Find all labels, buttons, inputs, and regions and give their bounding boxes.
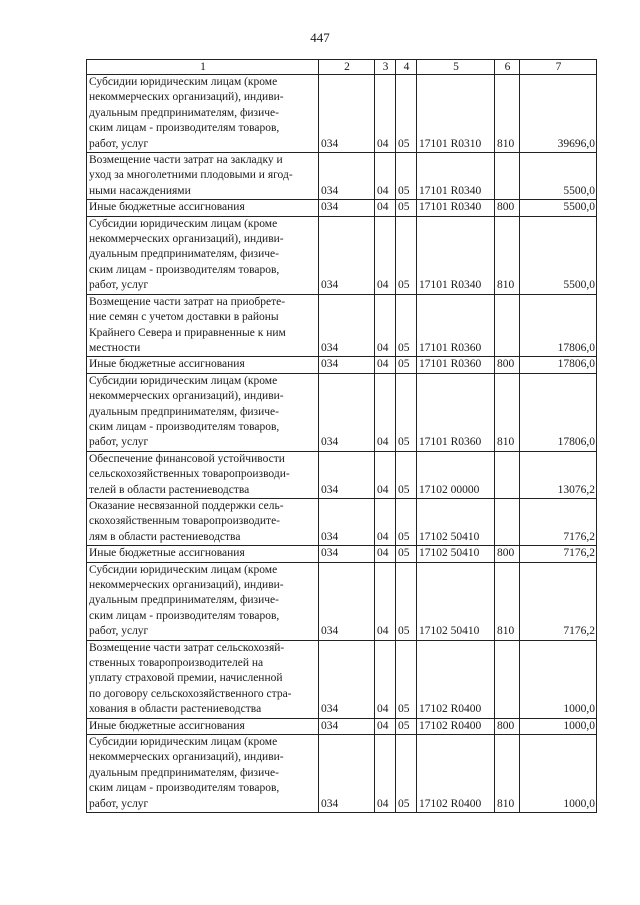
expense-name-line: некоммерческих организаций), индиви- <box>89 579 284 591</box>
target-article-cell: 17102 R0400 <box>417 640 495 718</box>
table-row <box>87 640 597 718</box>
ministry-code-cell: 034 <box>319 200 375 216</box>
column-header: 7 <box>520 60 597 75</box>
expense-name-line: Возмещение части затрат на приобрете- <box>89 295 286 308</box>
table-row <box>87 357 597 373</box>
expense-name-line: Крайнего Севера и приравненные к ним <box>89 326 286 339</box>
section-code-cell: 04 <box>375 640 396 718</box>
subsection-code-cell: 05 <box>396 75 417 153</box>
expense-type-cell: 810 <box>495 373 520 451</box>
section-code-cell: 04 <box>375 735 396 813</box>
table-row <box>87 294 597 357</box>
amount-cell: 5500,0 <box>520 200 597 216</box>
expense-type-cell: 800 <box>495 200 520 216</box>
subsection-code-cell: 05 <box>396 718 417 734</box>
section-code-cell: 04 <box>375 294 396 357</box>
expense-name-line: дуальным предпринимателям, физиче- <box>89 405 279 418</box>
expense-name-line: некоммерческих организаций), индиви- <box>89 233 284 246</box>
target-article-cell: 17101 R0360 <box>417 373 495 451</box>
subsection-code-cell: 05 <box>396 498 417 545</box>
target-article-cell: 17101 R0310 <box>417 75 495 153</box>
expense-name-line: работ, услуг <box>89 797 149 810</box>
expense-type-cell <box>495 640 520 718</box>
expense-name-line: Субсидии юридическим лицам (кроме <box>89 736 278 749</box>
subsection-code-cell: 05 <box>396 546 417 562</box>
expense-type-cell <box>495 153 520 200</box>
section-code-cell: 04 <box>375 498 396 545</box>
expense-name-line: Субсидии юридическим лицам (кроме <box>89 563 278 576</box>
expense-type-cell: 810 <box>495 735 520 813</box>
amount-cell: 1000,0 <box>520 718 597 734</box>
column-header: 1 <box>87 60 319 75</box>
ministry-code-cell: 034 <box>319 294 375 357</box>
expense-name-line: дуальным предпринимателям, физиче- <box>89 594 279 607</box>
expense-name-line: Обеспечение финансовой устойчивости <box>89 452 285 465</box>
section-code-cell: 04 <box>375 718 396 734</box>
section-code-cell: 04 <box>375 200 396 216</box>
target-article-cell: 17101 R0360 <box>417 294 495 357</box>
page-number: 447 <box>310 30 330 45</box>
expense-name-cell <box>87 451 319 498</box>
expense-name-line: Субсидии юридическим лицам (кроме <box>89 374 278 387</box>
amount-cell: 17806,0 <box>520 294 597 357</box>
expense-name-line: скохозяйственным товаропроизводите- <box>89 515 280 528</box>
column-header: 2 <box>319 60 375 75</box>
expense-name-line: местности <box>89 341 141 354</box>
subsection-code-cell: 05 <box>396 153 417 200</box>
column-header: 6 <box>495 60 520 75</box>
expense-name-line: ским лицам - производителям товаров, <box>89 420 280 433</box>
expense-name-line: ским лицам - производителям товаров, <box>89 609 280 622</box>
expense-name-line: уплату страховой премии, начисленной <box>89 672 283 685</box>
expense-name-cell <box>87 562 319 640</box>
expense-name-cell <box>87 640 319 718</box>
table-row <box>87 373 597 451</box>
amount-cell: 1000,0 <box>520 640 597 718</box>
expense-name-line: ским лицам - производителям товаров, <box>89 782 280 795</box>
subsection-code-cell: 05 <box>396 216 417 294</box>
expense-name-line: Иные бюджетные ассигнования <box>89 358 245 371</box>
column-header: 3 <box>375 60 396 75</box>
expense-name-line: ние семян с учетом доставки в районы <box>89 311 279 324</box>
expense-name-line: хования в области растениеводства <box>89 703 262 716</box>
expense-name-line: ственных товаропроизводителей на <box>89 657 264 670</box>
expense-name-cell <box>87 75 319 153</box>
expense-name-line: Иные бюджетные ассигнования <box>89 719 245 732</box>
expense-name-line: дуальным предпринимателям, физиче- <box>89 106 279 119</box>
expense-name-line: некоммерческих организаций), индиви- <box>89 91 284 104</box>
expense-name-line: дуальным предпринимателям, физиче- <box>89 248 279 261</box>
table-row <box>87 200 597 216</box>
expense-name-line: уход за многолетними плодовыми и ягод- <box>89 169 293 182</box>
target-article-cell: 17102 00000 <box>417 451 495 498</box>
expense-type-cell: 810 <box>495 562 520 640</box>
ministry-code-cell: 034 <box>319 546 375 562</box>
ministry-code-cell: 034 <box>319 562 375 640</box>
section-code-cell: 04 <box>375 216 396 294</box>
target-article-cell: 17101 R0340 <box>417 153 495 200</box>
table-row <box>87 451 597 498</box>
target-article-cell: 17101 R0340 <box>417 200 495 216</box>
expense-name-cell <box>87 200 319 216</box>
expense-name-line: Субсидии юридическим лицам (кроме <box>89 76 278 88</box>
ministry-code-cell: 034 <box>319 718 375 734</box>
table-row <box>87 718 597 734</box>
budget-table <box>86 59 597 813</box>
table-row <box>87 735 597 813</box>
expense-name-cell <box>87 546 319 562</box>
amount-cell: 5500,0 <box>520 153 597 200</box>
subsection-code-cell: 05 <box>396 200 417 216</box>
ministry-code-cell: 034 <box>319 640 375 718</box>
ministry-code-cell: 034 <box>319 216 375 294</box>
target-article-cell: 17102 50410 <box>417 498 495 545</box>
subsection-code-cell: 05 <box>396 735 417 813</box>
expense-name-line: Иные бюджетные ассигнования <box>89 201 245 214</box>
subsection-code-cell: 05 <box>396 357 417 373</box>
expense-name-line: Возмещение части затрат на закладку и <box>89 154 283 167</box>
ministry-code-cell: 034 <box>319 75 375 153</box>
expense-type-cell: 810 <box>495 75 520 153</box>
ministry-code-cell: 034 <box>319 153 375 200</box>
expense-name-cell <box>87 294 319 357</box>
section-code-cell: 04 <box>375 562 396 640</box>
expense-type-cell: 810 <box>495 216 520 294</box>
section-code-cell: 04 <box>375 451 396 498</box>
expense-name-line: Оказание несвязанной поддержки сель- <box>89 499 284 512</box>
expense-type-cell: 800 <box>495 718 520 734</box>
expense-type-cell: 800 <box>495 546 520 562</box>
target-article-cell: 17102 R0400 <box>417 735 495 813</box>
section-code-cell: 04 <box>375 546 396 562</box>
subsection-code-cell: 05 <box>396 373 417 451</box>
ministry-code-cell: 034 <box>319 373 375 451</box>
target-article-cell: 17101 R0340 <box>417 216 495 294</box>
expense-type-cell <box>495 498 520 545</box>
section-code-cell: 04 <box>375 75 396 153</box>
table-row <box>87 75 597 153</box>
amount-cell: 1000,0 <box>520 735 597 813</box>
amount-cell: 5500,0 <box>520 216 597 294</box>
expense-name-cell <box>87 498 319 545</box>
table-row <box>87 498 597 545</box>
column-header: 4 <box>396 60 417 75</box>
ministry-code-cell: 034 <box>319 357 375 373</box>
amount-cell: 7176,2 <box>520 498 597 545</box>
section-code-cell: 04 <box>375 373 396 451</box>
ministry-code-cell: 034 <box>319 735 375 813</box>
expense-name-line: ским лицам - производителям товаров, <box>89 122 280 135</box>
table-row <box>87 153 597 200</box>
column-header: 5 <box>417 60 495 75</box>
section-code-cell: 04 <box>375 357 396 373</box>
target-article-cell: 17102 50410 <box>417 562 495 640</box>
subsection-code-cell: 05 <box>396 562 417 640</box>
target-article-cell: 17102 50410 <box>417 546 495 562</box>
table-body <box>87 75 597 813</box>
expense-type-cell: 800 <box>495 357 520 373</box>
expense-name-line: ными насаждениями <box>89 184 191 197</box>
expense-type-cell <box>495 294 520 357</box>
expense-name-cell <box>87 357 319 373</box>
table-row <box>87 546 597 562</box>
expense-name-line: лям в области растениеводства <box>89 530 241 543</box>
expense-type-cell <box>495 451 520 498</box>
expense-name-line: Иные бюджетные ассигнования <box>89 547 245 560</box>
expense-name-line: работ, услуг <box>89 625 149 638</box>
expense-name-line: Субсидии юридическим лицам (кроме <box>89 217 278 230</box>
expense-name-line: ским лицам - производителям товаров, <box>89 263 280 276</box>
expense-name-line: некоммерческих организаций), индиви- <box>89 751 284 764</box>
expense-name-line: по договору сельскохозяйственного стра- <box>89 687 292 700</box>
target-article-cell: 17101 R0360 <box>417 357 495 373</box>
amount-cell: 7176,2 <box>520 562 597 640</box>
subsection-code-cell: 05 <box>396 451 417 498</box>
target-article-cell: 17102 R0400 <box>417 718 495 734</box>
amount-cell: 7176,2 <box>520 546 597 562</box>
table-row <box>87 216 597 294</box>
expense-name-line: некоммерческих организаций), индиви- <box>89 390 284 403</box>
amount-cell: 17806,0 <box>520 357 597 373</box>
expense-name-cell <box>87 216 319 294</box>
expense-name-line: сельскохозяйственных товаропроизводи- <box>89 468 290 481</box>
subsection-code-cell: 05 <box>396 640 417 718</box>
table-row <box>87 562 597 640</box>
expense-name-line: дуальным предпринимателям, физиче- <box>89 766 279 779</box>
expense-name-line: телей в области растениеводства <box>89 483 250 496</box>
expense-name-line: работ, услуг <box>89 137 149 150</box>
header-row <box>87 60 597 75</box>
expense-name-line: работ, услуг <box>89 436 149 449</box>
expense-name-cell <box>87 373 319 451</box>
expense-name-cell <box>87 718 319 734</box>
amount-cell: 17806,0 <box>520 373 597 451</box>
expense-name-cell <box>87 153 319 200</box>
amount-cell: 39696,0 <box>520 75 597 153</box>
subsection-code-cell: 05 <box>396 294 417 357</box>
amount-cell: 13076,2 <box>520 451 597 498</box>
ministry-code-cell: 034 <box>319 498 375 545</box>
expense-name-line: работ, услуг <box>89 279 149 292</box>
expense-name-line: Возмещение части затрат сельскохозяй- <box>89 641 285 654</box>
ministry-code-cell: 034 <box>319 451 375 498</box>
section-code-cell: 04 <box>375 153 396 200</box>
expense-name-cell <box>87 735 319 813</box>
